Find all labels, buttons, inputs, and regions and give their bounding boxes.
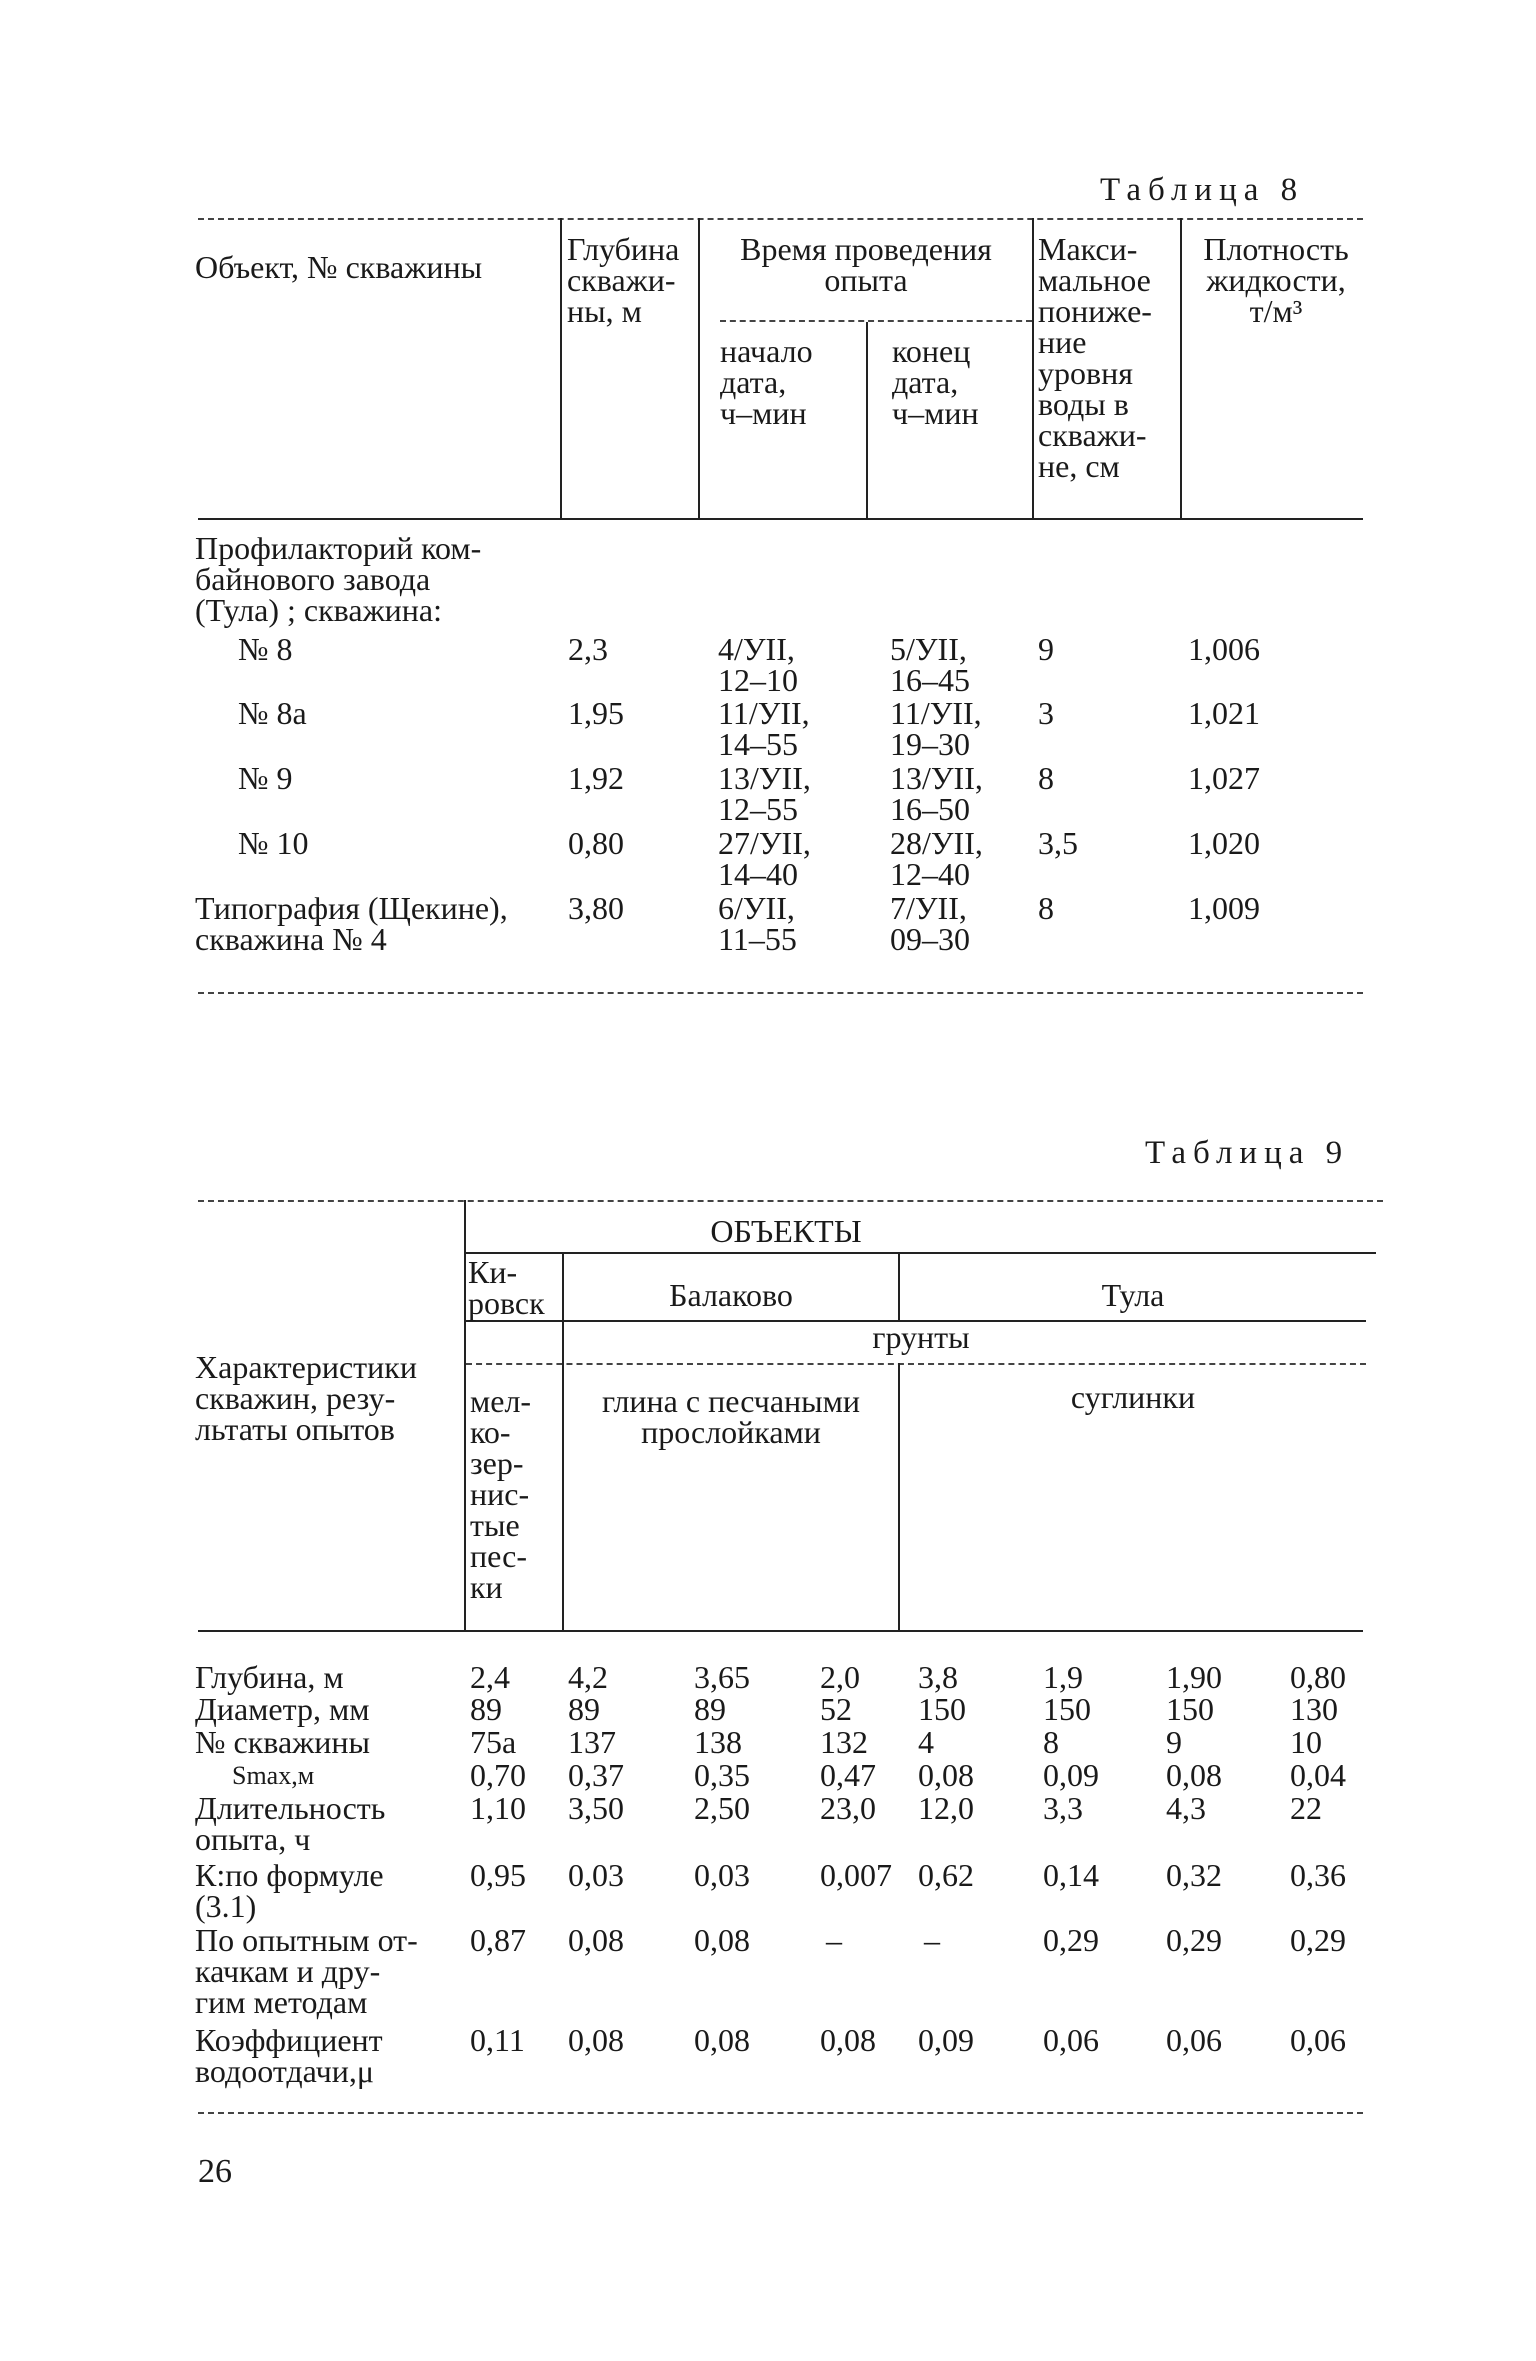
table9-header-clay: глина с песчаными прослойками — [601, 1383, 861, 1450]
table8-bottom-rule — [198, 992, 1363, 994]
table8-header-object: Объект, № скважины — [195, 249, 483, 285]
table9-header-loam: суглинки — [1070, 1379, 1196, 1415]
table8-col-divider — [1032, 218, 1034, 520]
table8-header-end: конец дата, ч–мин — [892, 333, 979, 431]
table8-col-divider — [698, 218, 700, 520]
table9-objects-rule — [466, 1252, 1376, 1254]
table8-header-depth: Глубина скважи- ны, м — [567, 231, 680, 329]
table8-top-rule — [198, 218, 1363, 220]
table9-row-label: Диаметр, мм — [195, 1691, 370, 1727]
table9-row-label: Smax,м — [232, 1761, 315, 1790]
table8-header-drawdown: Макси- мальное пониже- ние уровня воды в скважи- не, см — [1038, 231, 1152, 484]
table9-header-balakovo: Балаково — [669, 1277, 793, 1313]
table8-col-divider — [866, 322, 868, 520]
table9-row-label: К:по формуле (3.1) — [195, 1857, 384, 1924]
page-number: 26 — [198, 2153, 232, 2190]
table8-group-label: Профилакторий ком- байнового завода (Тула) ; скважина: — [195, 530, 482, 628]
table8-col-divider — [560, 218, 562, 520]
table8-header-start: начало дата, ч–мин — [720, 333, 813, 431]
table9-soils-rule — [466, 1363, 1366, 1365]
table9-row-label: № скважины — [195, 1724, 371, 1760]
table9-header-kirovsk: Ки- ровск — [468, 1254, 545, 1321]
table9-caption: Таблица 9 — [1145, 1135, 1350, 1171]
table9-row-label: По опытным от- качкам и дру- гим методам — [195, 1922, 418, 2020]
table8-time-subrule — [720, 320, 1032, 322]
table8-col-divider — [1180, 218, 1182, 520]
table9-header-soils: грунты — [872, 1319, 970, 1355]
table9-header-objects: ОБЪЕКТЫ — [710, 1213, 862, 1249]
table9-row-label: Коэффициент водоотдачи,μ — [195, 2022, 383, 2089]
table9-row-label: Глубина, м — [195, 1659, 344, 1695]
table9-header-sands: мел- ко- зер- нис- тые пес- ки — [470, 1383, 532, 1605]
table9-bottom-rule — [198, 2112, 1363, 2114]
table8-header-density: Плотность жидкости, т/м³ — [1203, 231, 1349, 329]
table9-col-divider — [464, 1200, 466, 1632]
table9-header-tula: Тула — [1101, 1277, 1165, 1313]
table8-header-rule — [198, 518, 1363, 520]
table9-row-label: Длительность опыта, ч — [195, 1790, 386, 1857]
table9-top-rule — [198, 1200, 1383, 1202]
table9-header-stub: Характеристики скважин, резу- льтаты опытов — [195, 1349, 417, 1447]
table9-header-rule — [198, 1630, 1363, 1632]
table8-caption: Таблица 8 — [1100, 172, 1305, 208]
table8-header-time: Время проведения опыта — [740, 231, 992, 298]
